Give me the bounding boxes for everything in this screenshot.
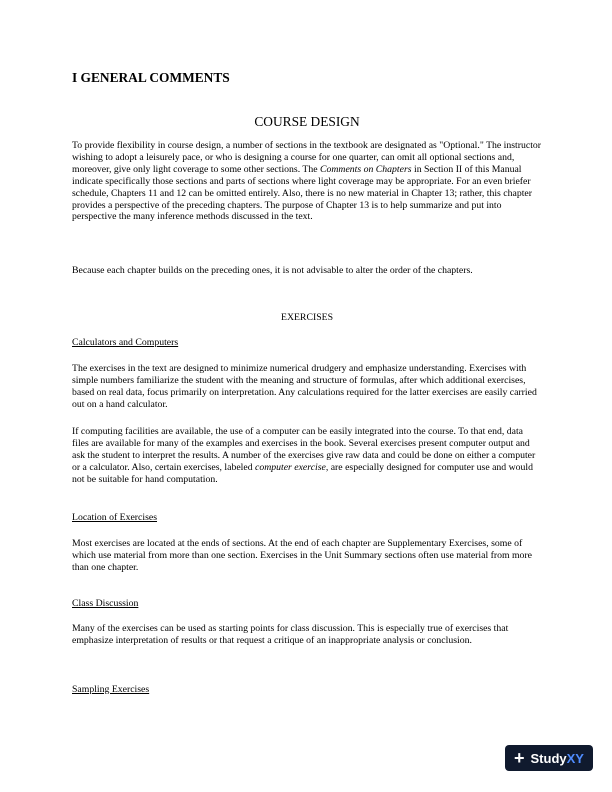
badge-label [531, 751, 584, 766]
badge-word-xy: XY [566, 750, 584, 766]
calc-p2-text-a: If computing facilities are available, the use of a computer can be easily integrated into the course. To that end, data files are available for many of the examples and exercises in the book. Several exercises present computer output and ask the student to interpret the results. A number of the exercises give raw data and could be done on either a computer or a calculator. Also, certain exercises, labeled [72, 426, 536, 473]
calculators-heading: Calculators and Computers [72, 337, 179, 348]
calculators-paragraph-1: The exercises in the text are designed to minimize numerical drudgery and emphasize understanding. Exercises with simple numbers familiarize the student with the meaning and structure of formulas, after which additional exercises, based on real data, focus primarily on interpretation. Any calculations required for the latter exercises are easily carried out on a hand calculator. [72, 363, 537, 410]
calc-p2-italic: computer exercise [255, 461, 326, 473]
section-heading: I GENERAL COMMENTS [72, 70, 230, 85]
plus-icon: + [514, 748, 525, 768]
sampling-heading: Sampling Exercises [72, 684, 150, 695]
class-discussion-paragraph: Many of the exercises can be used as starting points for class discussion. This is especially true of exercises that emphasize interpretation of results or that request a critique of an inappropriate analysis or conclusion. [72, 623, 509, 646]
p1-italic-comments: Comments on Chapters [320, 163, 412, 175]
studyxy-badge[interactable] [505, 745, 593, 771]
location-heading: Location of Exercises [72, 512, 158, 523]
class-discussion-heading: Class Discussion [72, 598, 139, 609]
course-design-paragraph-2: Because each chapter builds on the preceding ones, it is not advisable to alter the order of the chapters. [72, 265, 473, 276]
p1-text-a: To provide flexibility in course design, a number of sections in the textbook are designated as "Optional." The instructor wishing to adopt a leisurely pace, or who is designing a course for one quarter, can omit all optional sections and, moreover, give only light coverage to some other sections. The [72, 140, 542, 175]
calculators-paragraph-2 [72, 426, 542, 486]
course-design-paragraph-1 [72, 140, 542, 223]
course-design-title: COURSE DESIGN [254, 114, 360, 129]
calc-p2-text-b: , are especially designed for computer use and would not be suitable for hand computation. [72, 461, 533, 485]
location-paragraph: Most exercises are located at the ends of sections. At the end of each chapter are Supplementary Exercises, some of which use material from more than one section. Exercises in the Unit Summary sections often use material from more than one chapter. [72, 538, 533, 573]
p1-text-b: in Section II of this Manual indicate specifically those sections and parts of sections where light coverage may be appropriate. For an even briefer schedule, Chapters 11 and 12 can be omitted entirely. Also, there is no new material in Chapter 13; rather, this chapter provides a perspective of the preceding chapters. The purpose of Chapter 13 is to help summarize and put into perspective the many inference methods discussed in the text. [72, 163, 532, 223]
badge-word-study: Study [530, 750, 567, 766]
exercises-title: EXERCISES [280, 312, 333, 323]
